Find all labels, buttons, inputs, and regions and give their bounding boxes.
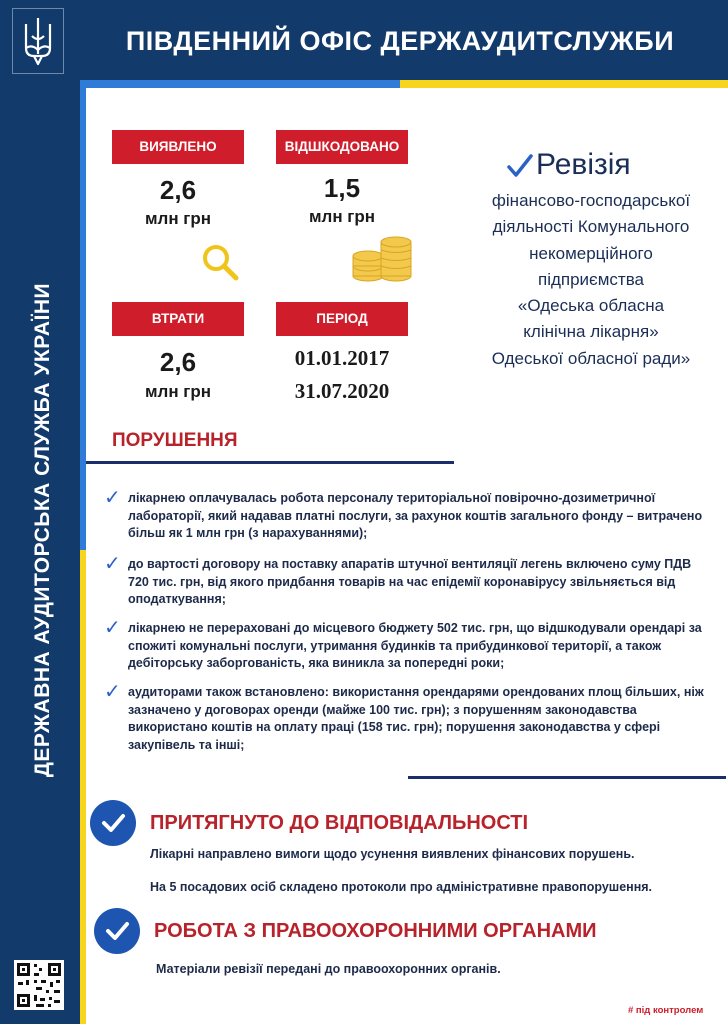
violations-title: ПОРУШЕННЯ: [112, 430, 238, 451]
revision-line: некомерційного: [529, 243, 653, 263]
responsibility-text: Лікарні направлено вимоги щодо усунення виявлених фінансових порушень.: [150, 847, 635, 861]
found-value: 2,6: [159, 175, 197, 205]
check-icon: [94, 908, 140, 954]
responsibility-text: На 5 посадових осіб складено протоколи про адміністративне правопорушення.: [150, 880, 653, 894]
coins-icon: [350, 228, 414, 284]
losses-value: 2,6: [159, 347, 197, 377]
check-icon: ✓: [104, 487, 121, 509]
compensated-value: 1,5: [323, 173, 361, 203]
list-item: ✓ до вартості договору на поставку апаратів штучної вентиляції легень включено суму ПДВ 720 тис. грн, від якого придбання товарів на час епідемії коронавірусу звільняється від оподаткування;: [104, 553, 692, 606]
revision-line: діяльності Комунального: [492, 217, 690, 237]
compensated-unit: млн грн: [308, 207, 376, 226]
divider: [408, 776, 726, 779]
blue-strip-top: [80, 80, 400, 88]
revision-line: «Одеська обласна: [517, 296, 665, 316]
compensated-label: ВІДШКОДОВАНО: [276, 130, 408, 164]
losses-label: ВТРАТИ: [112, 302, 244, 336]
revision-title: Ревізія: [536, 148, 631, 181]
period-end: 31.07.2020: [294, 379, 390, 403]
list-item: ✓ лікарнею оплачувалась робота персоналу територіальної повірочно-дозиметричної лабораторії, який надавав платні послуги, за рахунок коштів загального фонду – витрачено більш як 1 млн грн (з нарахуваннями);: [104, 487, 703, 540]
divider: [86, 461, 454, 464]
hashtag: # під контролем: [628, 1005, 704, 1016]
qr-code-icon: [14, 960, 64, 1010]
page-title: ПІВДЕННИЙ ОФІС ДЕРЖАУДИТСЛУЖБИ: [125, 26, 675, 56]
check-icon: [506, 152, 534, 180]
law-enforcement-text: Матеріали ревізії передані до правоохоронних органів.: [156, 962, 501, 976]
check-icon: [90, 800, 136, 846]
losses-unit: млн грн: [144, 382, 212, 401]
list-item: ✓ лікарнею не перераховані до місцевого бюджету 502 тис. грн, що відшкодували орендарі за спожиті комунальні послуги, утримання будинків та прибудинкової території, а також дебіторську заборгованість, яка виникла за попередні роки;: [104, 617, 702, 670]
magnifier-icon: [200, 242, 244, 282]
check-icon: ✓: [104, 681, 121, 703]
check-icon: ✓: [104, 617, 121, 639]
period-start: 01.01.2017: [294, 346, 390, 370]
revision-line: підприємства: [537, 269, 644, 289]
revision-line: Одеської обласної ради»: [491, 348, 691, 368]
trident-icon: [12, 8, 64, 74]
law-enforcement-title: РОБОТА З ПРАВООХОРОННИМИ ОРГАНАМИ: [154, 920, 597, 942]
revision-description: [466, 188, 716, 372]
responsibility-title: ПРИТЯГНУТО ДО ВІДПОВІДАЛЬНОСТІ: [150, 812, 529, 834]
found-label: ВИЯВЛЕНО: [112, 130, 244, 164]
revision-line: клінічна лікарня»: [523, 322, 659, 342]
yellow-strip-left: [80, 550, 86, 1024]
period-label: ПЕРІОД: [276, 302, 408, 336]
blue-strip-left: [80, 80, 86, 550]
side-title: ДЕРЖАВНА АУДИТОРСЬКА СЛУЖБА УКРАЇНИ: [31, 282, 54, 778]
check-icon: ✓: [104, 553, 121, 575]
found-unit: млн грн: [144, 209, 212, 228]
list-item: ✓ аудиторами також встановлено: використання орендарями орендованих площ більших, ніж зазначено у договорах оренди (майже 100 тис. грн); з порушенням законодавства використано коштів на оплату праці (158 тис. грн); порушення законодавства у сфері закупівель та інші;: [104, 681, 704, 752]
yellow-strip-top: [400, 80, 728, 88]
revision-line: фінансово-господарської: [491, 191, 691, 210]
